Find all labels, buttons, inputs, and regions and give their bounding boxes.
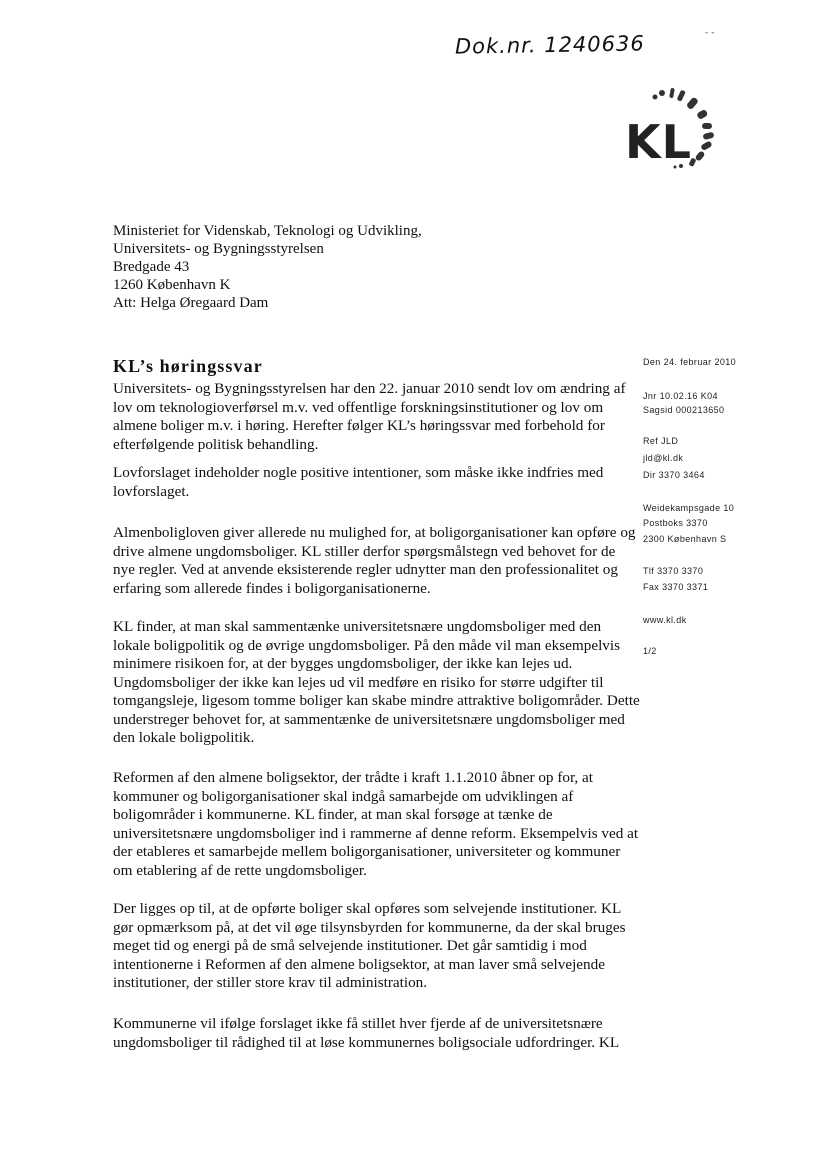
letter-title: KL’s høringssvar xyxy=(113,356,263,376)
text-line: nye regler. Ved at anvende eksisterende regler udnytter man den professionalitet og xyxy=(113,561,618,578)
text-line: drive almene ungdomsboliger. KL stiller derfor spørgsmålstegn ved behovet for de xyxy=(113,542,616,560)
text-line: Ungdomsboliger der ikke kan lejes ud vil medføre en risiko for større udgifter til xyxy=(113,673,604,691)
city: 2300 København S xyxy=(643,534,727,544)
email: jld@kl.dk xyxy=(643,453,684,463)
phone: Tlf 3370 3370 xyxy=(643,566,704,576)
letter-date: Den 24. februar 2010 xyxy=(643,357,737,367)
text-line: erfaring som allerede findes i boligorganisationerne. xyxy=(113,579,431,597)
text-line: der etableres et samarbejde mellem boligorganisationer, universiteter og kommuner xyxy=(113,843,621,860)
text-line: Kommunerne vil ifølge forslaget ikke få stillet hver fjerde af de universitetsnære xyxy=(113,1015,603,1032)
text-line: kommuner og boligorganisationer skal indgå samarbejde om udviklingen af xyxy=(113,787,574,805)
kl-logo xyxy=(615,85,735,185)
recipient-line: Universitets- og Bygningsstyrelsen xyxy=(113,241,324,257)
text-line: gør opmærksom på, at det vil øge tilsynsbyrden for kommunerne, da der skal bruges xyxy=(113,918,626,936)
text-line: understreger behovet for, at sammentænke de universitetsnære ungdomsboliger med xyxy=(113,710,625,728)
recipient-address xyxy=(113,222,422,312)
text-line: om etablering af de rette ungdomsboliger. xyxy=(113,861,367,879)
street-address: Weidekampsgade 10 xyxy=(643,503,735,513)
text-line: Reformen af den almene boligsektor, der trådte i kraft 1.1.2010 åbner op for, at xyxy=(113,769,593,786)
text-line: intentionerne i Reformen af den almene boligsektor, at man laver små selvejende xyxy=(113,955,605,973)
text-line: universitetsnære ungdomsboliger ind i rammerne af denne reform. Eksempelvis ved at xyxy=(113,824,639,842)
text-line: boligområder i kommunerne. KL finder, at man skal forsøge at tænke de xyxy=(113,806,553,823)
text-line: Universitets- og Bygningsstyrelsen har den 22. januar 2010 sendt lov om ændring af xyxy=(113,380,626,397)
text-line: KL finder, at man skal sammentænke universitetsnære ungdomsboliger med den xyxy=(113,618,602,635)
text-line: almene boliger m.v. i høring. Herefter følger KL’s høringssvar med forbehold for xyxy=(113,417,605,434)
logo-text: KL xyxy=(625,115,692,169)
text-line: Lovforslaget indeholder nogle positive intentioner, som måske ikke indfries med xyxy=(113,464,604,481)
text-line: lovforslaget. xyxy=(113,482,190,500)
paragraph xyxy=(113,380,626,454)
text-line: lov om teknologioverførsel m.v. ved offentlige forskningsinstitutioner og lov om xyxy=(113,398,604,416)
text-line: minimere risikoen for, at der bygges ungdomsboliger, der ikke kan lejes ud. xyxy=(113,655,573,672)
journal-number: Jnr 10.02.16 K04 xyxy=(643,391,718,401)
text-line: meget tid og energi på de små selvejende institutioner. Det går samtidig i mod xyxy=(113,937,587,954)
handwritten-document-number: Dok.nr. 1240636 xyxy=(454,31,645,59)
recipient-line: Ministeriet for Videnskab, Teknologi og Udvikling, xyxy=(113,223,422,239)
paragraph xyxy=(113,900,625,993)
case-id: Sagsid 000213650 xyxy=(643,405,725,415)
direct-phone: Dir 3370 3464 xyxy=(643,470,705,480)
scan-mark: - - xyxy=(705,28,715,38)
page-number: 1/2 xyxy=(643,646,657,656)
recipient-line: Bredgade 43 xyxy=(113,259,190,275)
paragraph xyxy=(113,1015,619,1052)
paragraph xyxy=(113,464,603,501)
paragraph xyxy=(113,769,638,880)
text-line: efterfølgende politisk behandling. xyxy=(113,435,319,453)
paragraph xyxy=(113,618,640,748)
paragraph xyxy=(113,524,636,598)
fax: Fax 3370 3371 xyxy=(643,582,709,592)
text-line: lokale boligpolitik og de øvrige ungdomsboliger. På den måde vil man eksempelvis xyxy=(113,636,621,654)
postbox: Postboks 3370 xyxy=(643,518,708,528)
recipient-line: 1260 København K xyxy=(113,277,231,293)
text-line: institutioner, der stiller store krav til administration. xyxy=(113,974,428,991)
recipient-line: Att: Helga Øregaard Dam xyxy=(113,295,269,311)
text-line: Almenboligloven giver allerede nu mulighed for, at boligorganisationer kan opføre og xyxy=(113,524,636,541)
text-line: ungdomsboliger til rådighed til at løse kommunernes boligsociale udfordringer. KL xyxy=(113,1033,620,1051)
reference: Ref JLD xyxy=(643,436,679,446)
text-line: den lokale boligpolitik. xyxy=(113,729,255,746)
website: www.kl.dk xyxy=(643,615,687,625)
text-line: tomgangsleje, ligesom tomme boliger kan skabe mindre attraktive boligområder. Dette xyxy=(113,692,640,709)
text-line: Der ligges op til, at de opførte boliger skal opføres som selvejende institutioner. KL xyxy=(113,900,622,917)
